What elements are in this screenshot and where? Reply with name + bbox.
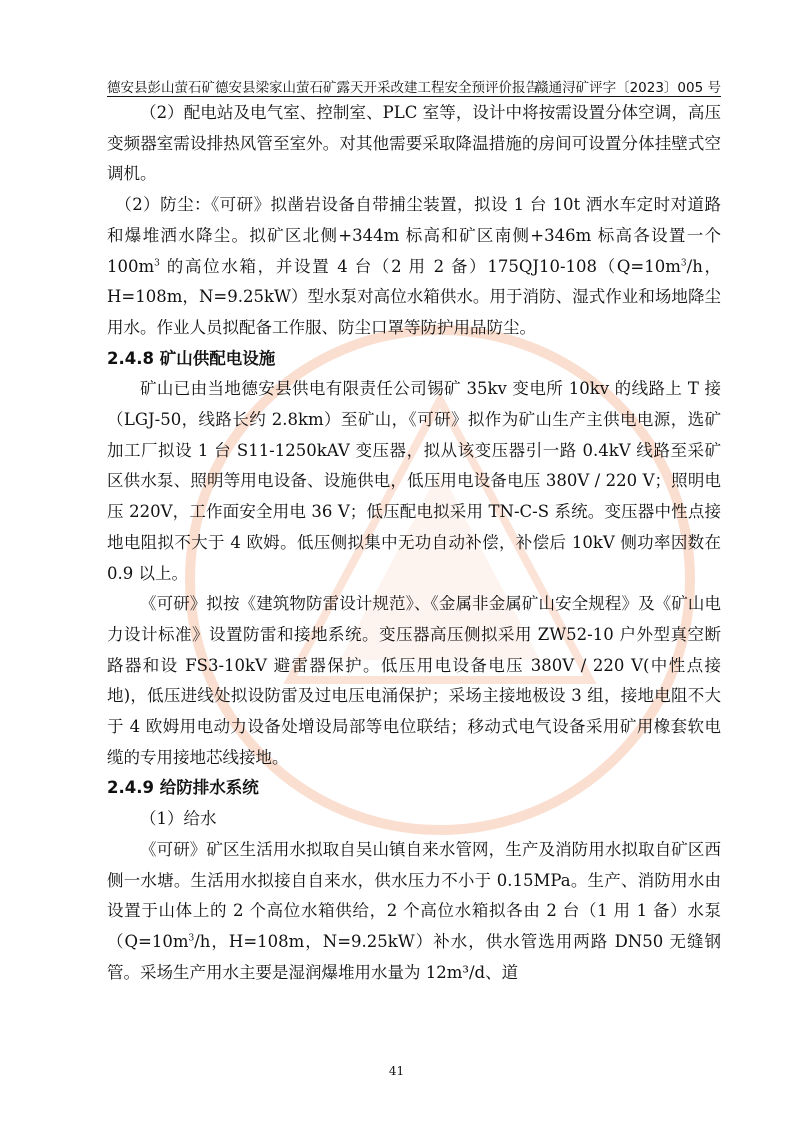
section-heading-power-supply: 2.4.8 矿山供配电设施 [107,348,276,368]
paragraph-power-supply: 矿山已由当地德安县供电有限责任公司锡矿 35kv 变电所 10kv 的线路上 T 接（LGJ-50，线路长约 2.8km）至矿山，《可研》拟作为矿山生产主供电电源，选矿加工厂拟设 1 台 S11-1250kAV 变压器，拟从该变压器引一路 0.4kV 线路至采矿区供水泵、照明等用电设备、设施供电，低压用电设备电压 380V / 220 V；照明电压 220V，工作面安全用电 36 V；低压配电拟采用 TN-C-S 系统。变压器中性点接地电阻拟不大于 4 欧姆。低压侧拟集中无功自动补偿，补偿后 10kV 侧功率因数在 0.9 以上。 [107,379,721,583]
paragraph-air-conditioning: （2）配电站及电气室、控制室、PLC 室等，设计中将按需设置分体空调，高压变频器室需设排热风管至室外。对其他需要采取降温措施的房间可设置分体挂壁式空调机。 [107,103,721,184]
document-body [107,98,721,988]
header-divider [107,96,721,97]
page-number: 41 [388,1064,405,1078]
paragraph-water-supply: 《可研》矿区生活用水拟取自吴山镇自来水管网，生产及消防用水拟取自矿区西侧一水塘。生活用水拟接自自来水，供水压力不小于 0.15MPa。生产、消防用水由设置于山体上的 2 个高位水箱供给，2 个高位水箱拟各由 2 台（1 用 1 备）水泵（$Q=10m^3/h$，H=108m，N=9.25kW）补水，供水管选用两路 DN50 无缝钢管。采场生产用水主要是湿润爆堆用水量为 12m³/d、道 [107,839,721,982]
paragraph-lightning-protection: 《可研》拟按《建筑物防雷设计规范》、《金属非金属矿山安全规程》及《矿山电力设计标准》设置防雷和接地系统。变压器高压侧拟采用 ZW52-10 户外型真空断路器和设 FS3-10kV 避雷器保护。低压用电设备电压 380V / 220 V(中性点接地)，低压进线处拟设防雷及过电压电涌保护；采场主接地极设 3 组，接地电阻不大于 4 欧姆用电动力设备处增设局部等电位联结；移动式电气设备采用矿用橡套软电缆的专用接地芯线接地。 [107,594,721,767]
paragraph-dust-prevention: （2）防尘：《可研》拟凿岩设备自带捕尘装置，拟设 1 台 10t 洒水车定时对道路和爆堆洒水降尘。拟矿区北侧+344m 标高和矿区南侧+346m 标高各设置一个 $100m^3$ 的高位水箱，并设置 4 台（2 用 2 备）$175QJ10-108(Q=10m^3/h$，H=108m，N=9.25kW）型水泵对高位水箱供水。用于消防、湿式作业和场地降尘用水。作业人员拟配备工作服、防尘口罩等防护用品防尘。 [107,195,722,337]
subheading-water-supply: （1）给水 [140,809,217,829]
report-number: 赣通浔矿评字〔2023〕005 号 [535,80,721,96]
section-heading-water-system: 2.4.9 给防排水系统 [107,778,259,798]
header-title: 德安县彭山萤石矿德安县梁家山萤石矿露天开采改建工程安全预评价报告 [107,80,539,96]
